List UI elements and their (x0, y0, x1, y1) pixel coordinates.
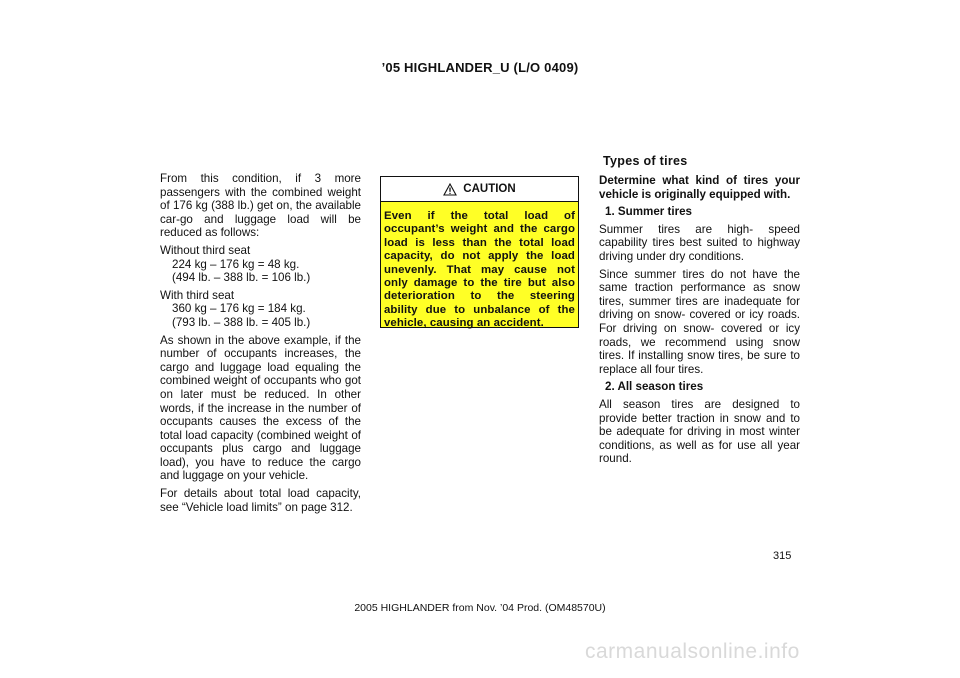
lead-paragraph: Determine what kind of tires your vehicle is originally equipped with. (599, 174, 800, 201)
watermark: carmanualsonline.info (585, 640, 800, 663)
caution-label: CAUTION (463, 183, 516, 195)
caution-text: Even if the total load of occupant’s weight and the cargo load is less than the total load capacity, do not apply the load unevenly. That may cause not only damage to the tire but also deterioration to the steering ability due to unbalance of the vehicle, causing an accident. (381, 202, 578, 327)
without-third-seat-label: Without third seat (160, 243, 251, 257)
paragraph-all-season: All season tires are designed to provide better traction in snow and to be adequate for driving in most winter conditions, as well as for use all year round. (599, 397, 800, 466)
without-third-seat-kg: 224 kg – 176 kg = 48 kg. (172, 257, 300, 271)
without-third-seat-lb: (494 lb. – 388 lb. = 106 lb.) (172, 271, 311, 285)
paragraph-details: For details about total load capacity, see “Vehicle load limits” on page 312. (160, 487, 361, 514)
subheading-summer-tires: 1. Summer tires (605, 205, 692, 219)
paragraph-passengers: From this condition, if 3 more passengers with the combined weight of 176 kg (388 lb.) get on, the available car-go and luggage load will be reduced as follows: (160, 172, 361, 240)
section-title: Types of tires (603, 154, 688, 168)
paragraph-summer-2: Since summer tires do not have the same traction performance as snow tires, summer tires are inadequate for driving on snow- covered or icy roads. For driving on snow- covered or icy roads, we recommend using snow tires. If installing snow tires, be sure to replace all four tires. (599, 267, 800, 376)
page-number: 315 (773, 550, 792, 562)
paragraph-summer-1: Summer tires are high- speed capability tires best suited to highway driving under dry conditions. (599, 222, 800, 263)
caution-header (381, 177, 578, 202)
right-column (599, 174, 800, 470)
left-column (160, 172, 361, 518)
with-third-seat-kg: 360 kg – 176 kg = 184 kg. (172, 302, 306, 316)
with-third-seat-lb: (793 lb. – 388 lb. = 405 lb.) (172, 315, 311, 329)
warning-triangle-icon (443, 183, 457, 196)
subheading-all-season: 2. All season tires (605, 380, 704, 394)
caution-box (380, 176, 579, 328)
with-third-seat-label: With third seat (160, 288, 235, 302)
paragraph-example: As shown in the above example, if the number of occupants increases, the cargo and luggage load equaling the combined weight of occupants who got on later must be reduced. In other words, if the increase in the number of occupants causes the excess of the total load capacity (combined weight of occupants plus cargo and luggage load), you have to reduce the cargo and luggage on your vehicle. (160, 333, 361, 483)
document-footer: 2005 HIGHLANDER from Nov. ’04 Prod. (OM48570U) (354, 602, 606, 614)
document-header: ’05 HIGHLANDER_U (L/O 0409) (381, 60, 579, 75)
